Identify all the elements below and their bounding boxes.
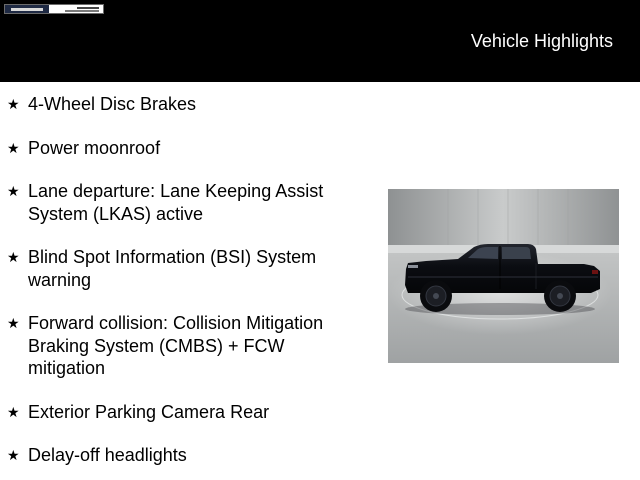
highlight-text-line: 4-Wheel Disc Brakes xyxy=(28,94,197,114)
page-title: Vehicle Highlights xyxy=(470,31,613,51)
highlight-text-line: Forward collision: Collision Mitigation xyxy=(28,313,324,333)
dealer-logo-mark xyxy=(5,5,49,13)
star-icon: ★ xyxy=(7,403,20,420)
highlight-item xyxy=(0,180,360,225)
highlight-item xyxy=(0,312,360,380)
studio-wall xyxy=(388,189,619,251)
highlight-text-line: Power moonroof xyxy=(28,137,161,158)
highlight-text-line: Braking System (CMBS) + FCW xyxy=(28,335,285,356)
highlight-item xyxy=(0,401,360,424)
highlight-text-line: Lane departure: Lane Keeping Assist xyxy=(28,181,324,201)
highlight-text-line: Exterior Parking Camera Rear xyxy=(28,401,270,422)
star-icon: ★ xyxy=(7,447,20,463)
highlight-item xyxy=(0,93,360,116)
star-icon: ★ xyxy=(7,96,20,112)
highlight-text-line: Blind Spot Information (BSI) System xyxy=(28,247,317,267)
dealer-logo xyxy=(4,4,104,14)
highlight-item xyxy=(0,246,360,291)
star-icon: ★ xyxy=(7,139,20,156)
dealer-logo-contact xyxy=(49,5,103,13)
highlights-list xyxy=(0,93,360,467)
highlight-item xyxy=(0,137,360,160)
highlight-text-line: System (LKAS) active xyxy=(28,203,204,224)
star-icon: ★ xyxy=(7,315,20,331)
star-icon: ★ xyxy=(7,183,20,199)
highlight-item xyxy=(0,444,360,467)
vehicle-photo xyxy=(388,189,619,363)
header-bar xyxy=(0,0,640,82)
star-icon: ★ xyxy=(7,249,20,265)
highlight-text-line: mitigation xyxy=(28,358,106,378)
highlight-text-line: warning xyxy=(28,269,92,290)
highlight-text-line: Delay-off headlights xyxy=(28,445,187,465)
vehicle-photo-graphic xyxy=(388,189,619,363)
